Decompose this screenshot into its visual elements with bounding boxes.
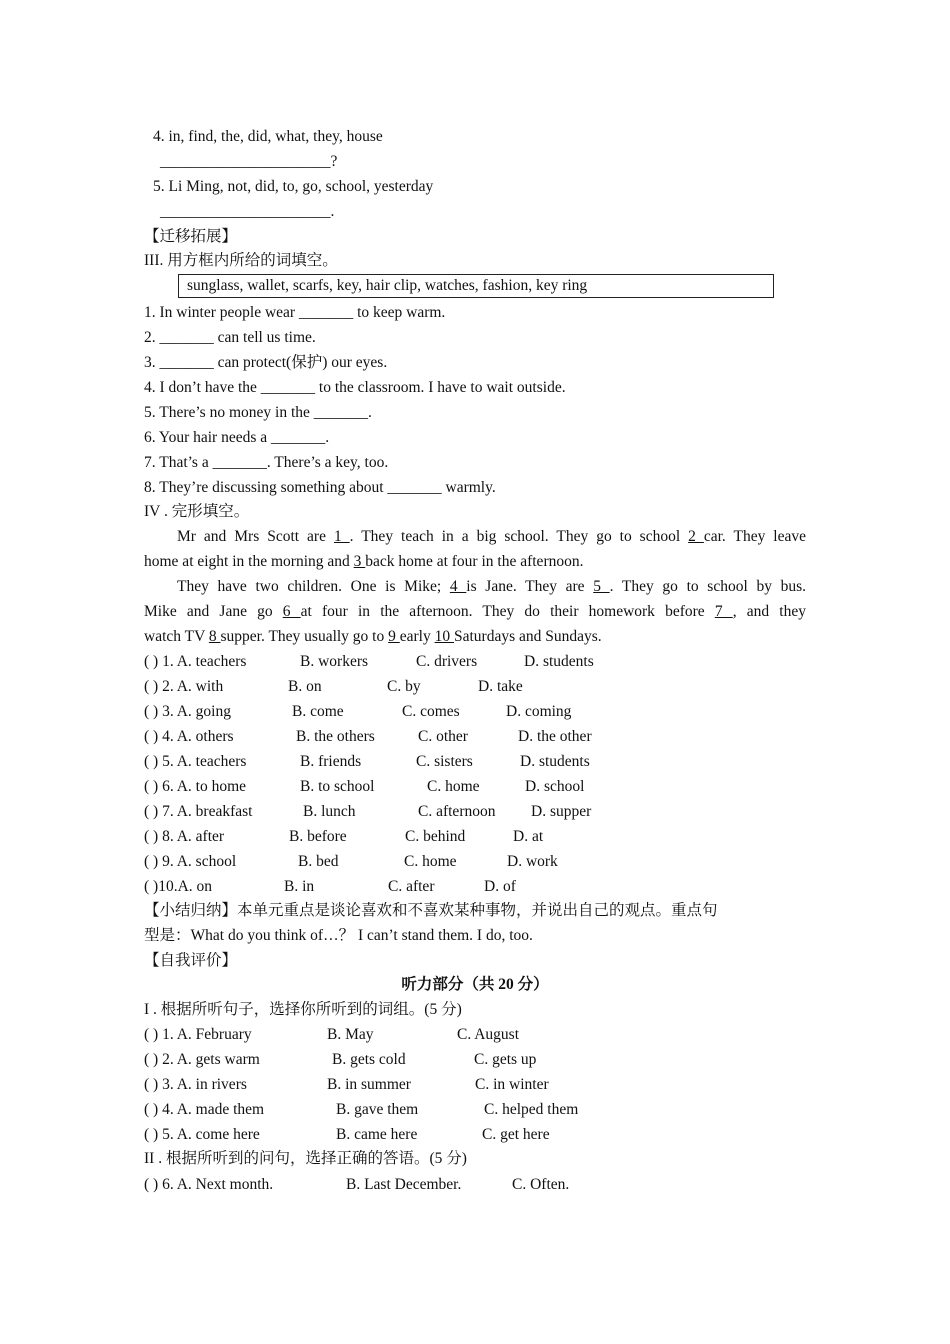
fill-item-4: 4. I don’t have the _______ to the classroom. I have to wait outside. <box>144 379 566 396</box>
blank-6: 6 <box>282 603 301 620</box>
fill-item-8: 8. They’re discussing something about _______ warmly. <box>144 479 496 496</box>
summary-line-2: 型是：What do you think of…？ I can’t stand them. I do, too. <box>144 927 533 944</box>
extension-heading: 【迁移拓展】 <box>144 228 238 245</box>
blank-2: 2 <box>688 528 704 545</box>
self-evaluation-heading: 【自我评价】 <box>144 952 238 969</box>
cloze-paragraph-2 <box>144 574 806 649</box>
fill-item-7: 7. That’s a _______. There’s a key, too. <box>144 454 389 471</box>
word-box: sunglass, wallet, scarfs, key, hair clip, watches, fashion, key ring <box>178 274 774 298</box>
cloze-p1-line2: home at eight in the morning and 3 back home at four in the afternoon. <box>144 553 584 570</box>
listening-sec2-title: II . 根据所听到的问句，选择正确的答语。(5 分) <box>144 1150 467 1167</box>
worksheet-page: 4. in, find, the, did, what, they, house ______________________? 5. Li Ming, not, did, to, go, school, yesterday ______________________. 【迁移拓展】 III. 用方框内所给的词填空。 sunglass, wallet, scarfs, key, hair clip, watches, fashion, key ring 1. In winter people wear _______ to keep warm. 2. _______ can tell us time. 3. _______ can protect(保护) our eyes. 4. I don’t have the _______ to the classroom. I have to wait outside. 5. There’s no money in the _______. 6. Your hair needs a _______. 7. That’s a _______. There’s a key, too. 8. They’re discussing something about _______ warmly. IV . 完形填空。 Mr and Mrs Scott are 1 . They teach in a big school. They go to school 2 car. They leave home at eight in the morning and 3 back home at four in the afternoon. They have two children. One is Mike; 4 is Jane. They are 5 . They go to school by bus. Mike and Jane go 6 at four in the afternoon. They do their homework before 7 , and they watch TV 8 supper. They usually go to 9 early 10 Saturdays and Sundays. ( ) 1. A. teachers B. workers C. drivers D. students ( ) 2. A. with B. on C. by D. take ( ) 3. A. going B. come C. comes D. coming ( ) 4. A. others B. the others C. other D. the other ( ) 5. A. teachers B. friends C. sisters D. students ( ) 6. A. to home B. to school C. home D. school ( ) 7. A. breakfast B. lunch C. afternoon D. supper ( ) 8. A. after B. before C. behind D. at ( ) 9. A. school B. bed C. home D. work ( )10.A. on B. in C. after D. of 【小结归纳】本单元重点是谈论喜欢和不喜欢某种事物，并说出自己的观点。重点句 型是：What do you think of…？ I can’t stand them. I do, too. 【自我评价】 听力部分（共 20 分） I . 根据所听句子，选择你所听到的词组。(5 分) ( ) 1. A. February B. May C. August ( ) 2. A. gets warm B. gets cold C. gets up ( ) 3. A. in rivers B. in summer C. in winter ( ) 4. A. made them B. gave them C. helped them ( ) 5. A. come here B. came here C. get here II . 根据所听到的问句，选择正确的答语。(5 分) ( ) 6. A. Next month. B. Last December. C. Often. <box>0 0 950 1344</box>
summary-line-1: 【小结归纳】本单元重点是谈论喜欢和不喜欢某种事物，并说出自己的观点。重点句 <box>144 902 718 919</box>
reorder-q5: 5. Li Ming, not, did, to, go, school, yesterday <box>153 178 434 195</box>
fill-item-5: 5. There’s no money in the _______. <box>144 404 372 421</box>
blank-4: 4 <box>449 578 467 595</box>
reorder-q5-blank: ______________________. <box>160 203 335 220</box>
listening-sec1-title: I . 根据所听句子，选择你所听到的词组。(5 分) <box>144 1001 462 1018</box>
cloze-paragraph-1 <box>144 524 806 574</box>
cloze-p1-line1: Mr and Mrs Scott are 1 . They teach in a big school. They go to school 2 car. They leave <box>177 528 806 545</box>
fill-item-3: 3. _______ can protect(保护) our eyes. <box>144 354 388 371</box>
fill-item-1: 1. In winter people wear _______ to keep warm. <box>144 304 446 321</box>
blank-1: 1 <box>333 528 350 545</box>
cloze-p2-line2: Mike and Jane go 6 at four in the afternoon. They do their homework before 7 , and they <box>144 603 806 620</box>
blank-7: 7 <box>714 603 733 620</box>
cloze-p2-line1: They have two children. One is Mike; 4 is Jane. They are 5 . They go to school by bus. <box>177 578 807 595</box>
fill-item-2: 2. _______ can tell us time. <box>144 329 316 346</box>
blank-3: 3 <box>353 553 366 570</box>
blank-5: 5 <box>593 578 610 595</box>
cloze-p2-line3: watch TV 8 supper. They usually go to 9 early 10 Saturdays and Sundays. <box>144 628 602 645</box>
fill-item-6: 6. Your hair needs a _______. <box>144 429 330 446</box>
blank-9: 9 <box>388 628 400 645</box>
reorder-q4: 4. in, find, the, did, what, they, house <box>153 128 383 145</box>
section3-title: III. 用方框内所给的词填空。 <box>144 252 338 269</box>
reorder-q4-blank: ______________________? <box>160 153 338 170</box>
blank-10: 10 <box>434 628 454 645</box>
blank-8: 8 <box>208 628 221 645</box>
cloze-title: IV . 完形填空。 <box>144 503 250 520</box>
listening-title: 听力部分（共 20 分） <box>401 976 549 993</box>
